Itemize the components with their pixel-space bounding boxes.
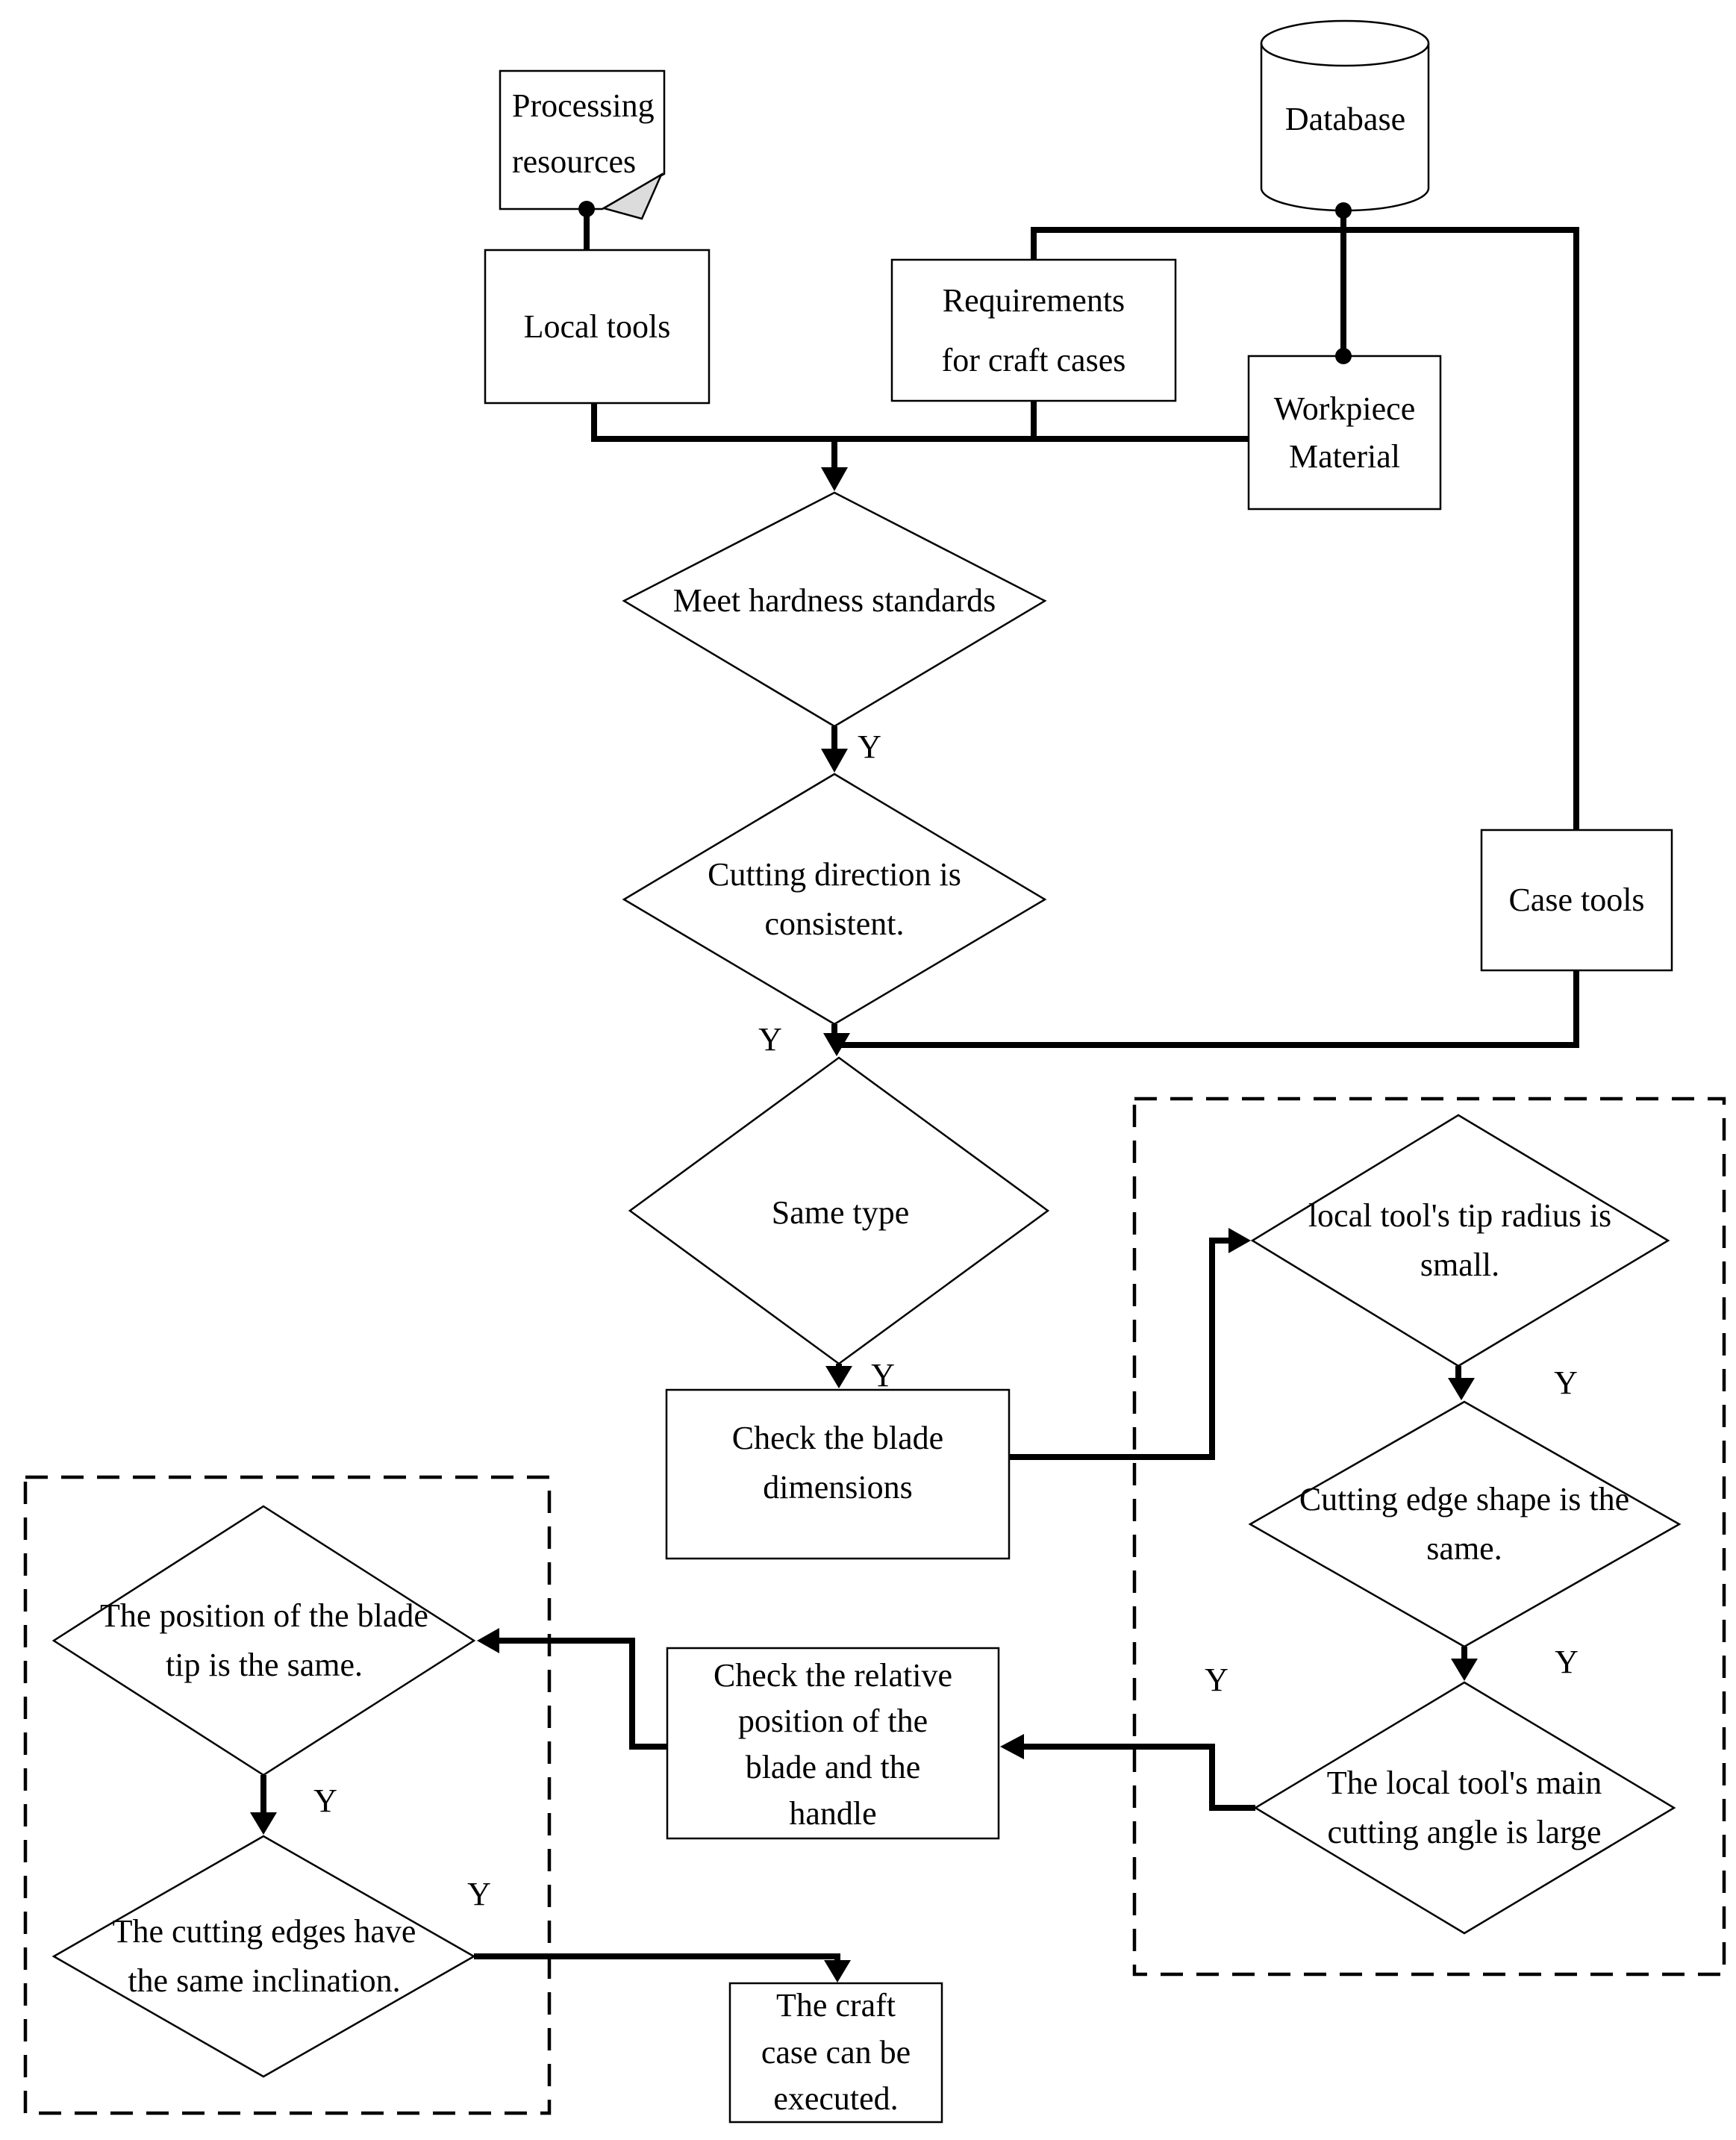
label-processing-resources: Processing resources (512, 87, 655, 180)
label-database: Database (1284, 101, 1406, 137)
same-type-diamond (630, 1058, 1048, 1364)
arrowhead-into-cutting-angle (1451, 1659, 1478, 1681)
label-blade-tip-position: The position of the blade tip is the same. (100, 1597, 428, 1683)
arrowhead-into-hardness (821, 467, 848, 491)
label-workpiece-material: Workpiece Material (1273, 390, 1416, 475)
edge-label-y-cutting-direction: Y (758, 1020, 782, 1058)
label-local-tools: Local tools (523, 308, 671, 345)
check-relative-box (667, 1648, 999, 1838)
label-requirements: Requirements for craft cases (941, 282, 1126, 378)
label-edge-shape: Cutting edge shape is the same. (1299, 1481, 1630, 1567)
arrowhead-into-edge-shape (1448, 1378, 1475, 1400)
arrowhead-into-check-blade (825, 1366, 852, 1388)
arrowhead-into-cutting-direction (821, 749, 848, 773)
label-check-relative: Check the relative position of the blade and the handle (713, 1656, 953, 1832)
connector-cutting-angle-to-check-relative (1024, 1747, 1255, 1808)
arrowhead-into-check-relative (1000, 1734, 1024, 1759)
edge-label-y-blade-tip: Y (313, 1782, 337, 1819)
label-cutting-direction: Cutting direction is consistent. (708, 856, 961, 942)
local-tools-box (485, 250, 709, 403)
connector-inputs-to-hardness (594, 401, 1249, 469)
label-edges-inclination: The cutting edges have the same inclination. (112, 1913, 416, 1999)
edge-label-y-edge-shape: Y (1555, 1643, 1579, 1680)
connector-check-relative-to-blade-tip (498, 1641, 667, 1747)
arrowhead-into-inclination (250, 1812, 277, 1835)
label-case-tools: Case tools (1508, 882, 1645, 918)
edge-label-y-inclination: Y (467, 1875, 491, 1912)
arrowhead-into-blade-tip (477, 1628, 499, 1653)
requirements-box (892, 260, 1175, 401)
edge-label-y-same-type: Y (871, 1356, 895, 1394)
edges-inclination-diamond (54, 1836, 474, 2077)
label-tip-radius: local tool's tip radius is small. (1308, 1197, 1612, 1283)
label-same-type: Same type (771, 1194, 910, 1231)
cutting-direction-diamond (624, 774, 1045, 1024)
connector-case-tools-to-same-type (833, 970, 1576, 1045)
craft-case-box (730, 1983, 942, 2122)
label-craft-case: The craft case can be executed. (761, 1987, 911, 2118)
edge-label-y-hardness: Y (858, 728, 881, 765)
blade-tip-position-diamond (54, 1506, 474, 1775)
workpiece-material-box (1249, 356, 1440, 509)
label-cutting-angle: The local tool's main cutting angle is large (1326, 1765, 1602, 1850)
arrowhead-into-tip-radius (1228, 1228, 1251, 1253)
label-check-blade: Check the blade dimensions (731, 1420, 944, 1506)
arrowhead-into-craft-case (824, 1960, 851, 1983)
junction-dot-workpiece (1335, 348, 1352, 364)
connector-inclination-to-craft-case (474, 1956, 837, 1962)
edge-label-y-tip-radius: Y (1554, 1364, 1578, 1401)
shapes (54, 21, 1679, 2122)
edge-label-y-cutting-angle: Y (1205, 1661, 1228, 1698)
database-cylinder-top (1261, 21, 1429, 66)
cutting-angle-diamond (1255, 1682, 1674, 1933)
check-blade-box (666, 1390, 1009, 1559)
junction-dot-note (578, 201, 595, 217)
database-cylinder-body (1261, 43, 1429, 210)
tip-radius-diamond (1252, 1115, 1668, 1366)
label-meet-hardness: Meet hardness standards (672, 582, 996, 619)
case-tools-box (1481, 830, 1672, 970)
junction-dot-database (1335, 202, 1352, 219)
meet-hardness-diamond (624, 493, 1045, 726)
connector-check-blade-to-tip-radius (1009, 1241, 1228, 1457)
edge-shape-diamond (1250, 1402, 1679, 1647)
